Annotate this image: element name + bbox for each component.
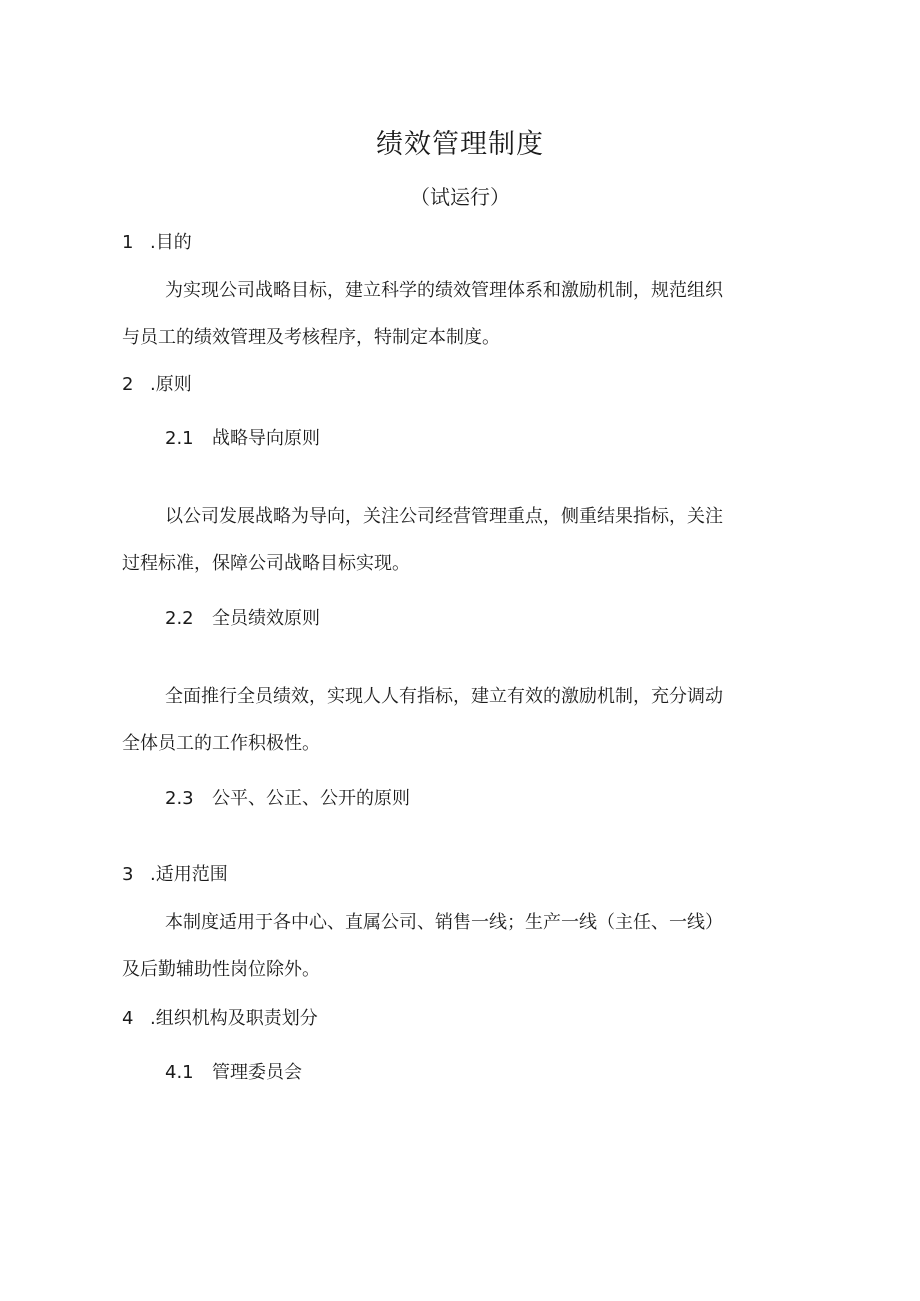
paragraph-line: 为实现公司战略目标，建立科学的绩效管理体系和激励机制，规范组织 xyxy=(165,280,723,301)
paragraph-line: 过程标准，保障公司战略目标实现。 xyxy=(122,553,410,574)
paragraph-line: 全面推行全员绩效，实现人人有指标，建立有效的激励机制，充分调动 xyxy=(165,686,723,707)
section-number: 3 xyxy=(122,864,134,885)
subsection-number: 4.1 xyxy=(165,1062,194,1083)
subsection-2-3-heading xyxy=(165,786,410,812)
paragraph-line: 以公司发展战略为导向，关注公司经营管理重点，侧重结果指标，关注 xyxy=(165,506,723,527)
subsection-title: 全员绩效原则 xyxy=(212,608,320,629)
section-number: 4 xyxy=(122,1008,134,1029)
subsection-number: 2.3 xyxy=(165,788,194,809)
section-title: .适用范围 xyxy=(150,864,228,885)
section-title: .组织机构及职责划分 xyxy=(150,1008,318,1029)
subsection-4-1-heading xyxy=(165,1060,302,1086)
document-subtitle: （试运行） xyxy=(410,185,510,209)
subsection-title: 战略导向原则 xyxy=(212,428,320,449)
section-number: 2 xyxy=(122,374,134,395)
section-title: .原则 xyxy=(150,374,192,395)
subsection-2-2-heading xyxy=(165,606,320,632)
subsection-title: 管理委员会 xyxy=(212,1062,302,1083)
section-3-heading xyxy=(122,862,228,888)
subsection-title: 公平、公正、公开的原则 xyxy=(212,788,410,809)
subsection-number: 2.1 xyxy=(165,428,194,449)
subsection-2-1-heading xyxy=(165,426,320,452)
subsection-number: 2.2 xyxy=(165,608,194,629)
paragraph-line: 本制度适用于各中心、直属公司、销售一线；生产一线（主任、一线） xyxy=(165,912,723,933)
paragraph-line: 及后勤辅助性岗位除外。 xyxy=(122,959,320,980)
section-number: 1 xyxy=(122,232,134,253)
section-4-heading xyxy=(122,1006,318,1032)
paragraph-line: 全体员工的工作积极性。 xyxy=(122,733,320,754)
document-title: 绩效管理制度 xyxy=(376,129,544,160)
section-2-heading xyxy=(122,372,192,398)
section-title: .目的 xyxy=(150,232,192,253)
section-1-heading xyxy=(122,230,192,256)
paragraph-line: 与员工的绩效管理及考核程序，特制定本制度。 xyxy=(122,327,500,348)
